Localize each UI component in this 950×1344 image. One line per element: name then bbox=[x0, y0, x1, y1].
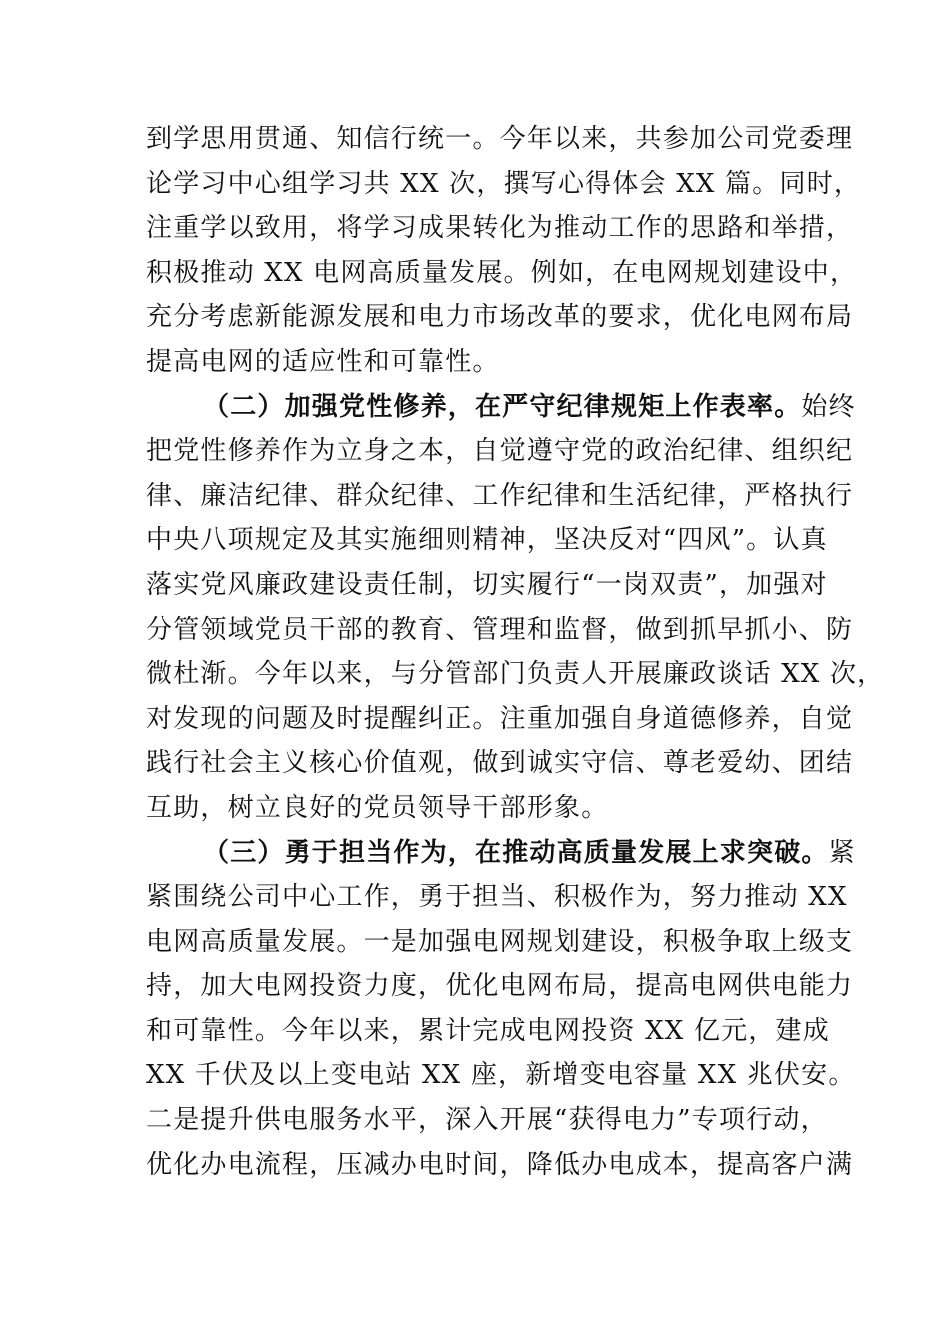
document-body bbox=[146, 117, 885, 1187]
text-line: 把党性修养作为立身之本，自觉遵守党的政治纪律、组织纪 bbox=[146, 436, 854, 467]
paragraph-2-first-line bbox=[146, 385, 856, 430]
text-line: 分管领域党员干部的教育、管理和监督，做到抓早抓小、防 bbox=[146, 614, 854, 645]
paragraph-1 bbox=[146, 117, 862, 385]
section-heading: （二）加强党性修养，在严守纪律规矩上作表率。 bbox=[203, 391, 802, 422]
text-line: XX 千伏及以上变电站 XX 座，新增变电容量 XX 兆伏安。 bbox=[146, 1060, 856, 1091]
text-run: 始终 bbox=[801, 391, 856, 422]
text-line: 提高电网的适应性和可靠性。 bbox=[146, 346, 500, 377]
text-line: 互助，树立良好的党员领导干部形象。 bbox=[146, 792, 609, 823]
section-heading: （三）勇于担当作为，在推动高质量发展上求突破。 bbox=[203, 837, 829, 868]
text-line: 中央八项规定及其实施细则精神，坚决反对“四风”。认真 bbox=[146, 525, 828, 556]
text-line: 微杜渐。今年以来，与分管部门负责人开展廉政谈话 XX 次， bbox=[146, 659, 885, 690]
paragraph-2 bbox=[146, 385, 885, 831]
text-line: 充分考虑新能源发展和电力市场改革的要求，优化电网布局 bbox=[146, 302, 854, 333]
text-line: 优化办电流程，压减办电时间，降低办电成本，提高客户满 bbox=[146, 1149, 854, 1180]
text-line: 律、廉洁纪律、群众纪律、工作纪律和生活纪律，严格执行 bbox=[146, 480, 854, 511]
text-line: 落实党风廉政建设责任制，切实履行“一岗双责”，加强对 bbox=[146, 569, 828, 600]
text-run: 紧 bbox=[828, 837, 856, 868]
paragraph-3 bbox=[146, 831, 856, 1188]
text-line: 注重学以致用，将学习成果转化为推动工作的思路和举措， bbox=[146, 213, 854, 244]
text-line: 到学思用贯通、知信行统一。今年以来，共参加公司党委理 bbox=[146, 124, 854, 154]
text-line: 持，加大电网投资力度，优化电网布局，提高电网供电能力 bbox=[146, 971, 854, 1002]
text-line: 二是提升供电服务水平，深入开展“获得电力”专项行动， bbox=[146, 1105, 828, 1136]
text-line: 论学习中心组学习共 XX 次，撰写心得体会 XX 篇。同时， bbox=[146, 168, 862, 199]
text-line: 积极推动 XX 电网高质量发展。例如，在电网规划建设中， bbox=[146, 257, 858, 288]
text-line: 践行社会主义核心价值观，做到诚实守信、尊老爱幼、团结 bbox=[146, 748, 854, 779]
text-line: 紧围绕公司中心工作，勇于担当、积极作为，努力推动 XX bbox=[146, 882, 848, 913]
text-line: 和可靠性。今年以来，累计完成电网投资 XX 亿元，建成 bbox=[146, 1015, 830, 1046]
text-line: 对发现的问题及时提醒纠正。注重加强自身道德修养，自觉 bbox=[146, 703, 854, 734]
paragraph-3-first-line bbox=[146, 831, 856, 876]
text-line: 电网高质量发展。一是加强电网规划建设，积极争取上级支 bbox=[146, 926, 854, 957]
